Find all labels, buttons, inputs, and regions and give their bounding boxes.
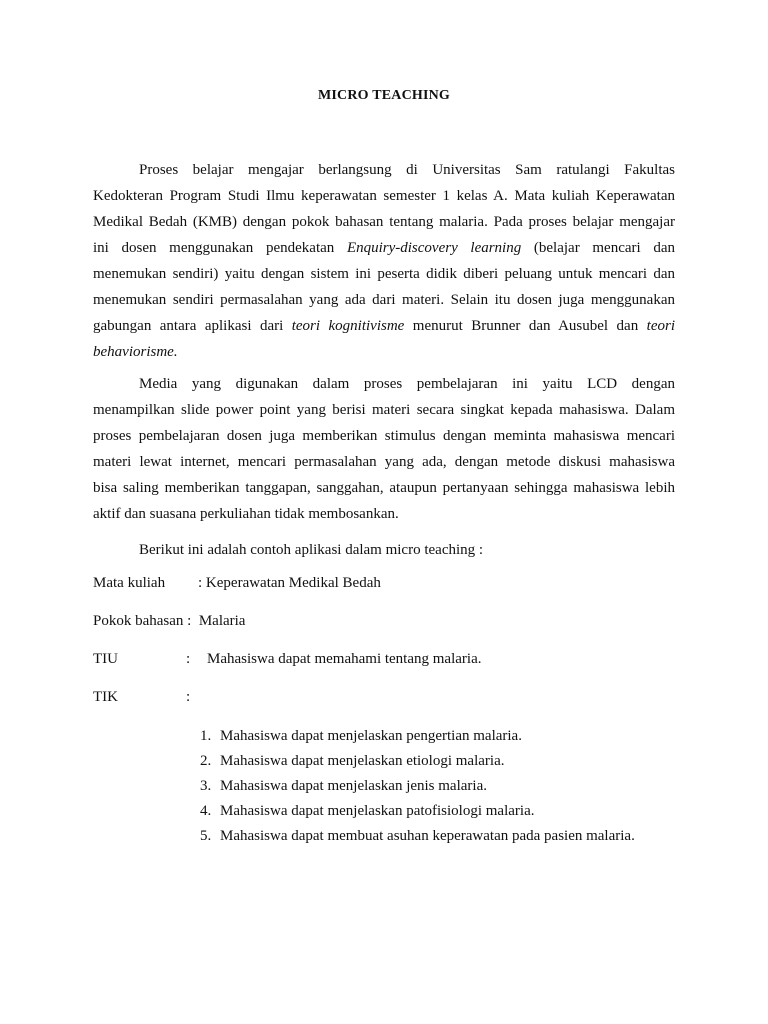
list-item: 1. Mahasiswa dapat menjelaskan pengertian malaria.	[200, 728, 522, 744]
paragraph-line: menemukan sendiri permasalahan yang ada dari materi. Selain itu dosen juga menggunakan	[93, 292, 675, 308]
field-separator: :	[198, 575, 206, 591]
field-label: TIU	[93, 651, 118, 667]
field-value: Mahasiswa dapat memahami tentang malaria.	[207, 651, 482, 667]
field-value: Malaria	[198, 613, 246, 629]
paragraph-example-intro	[93, 537, 675, 563]
paragraph-line: aktif dan suasana perkuliahan tidak membosankan.	[93, 506, 399, 522]
paragraph-line: proses pembelajaran dosen juga memberikan stimulus dengan meminta mahasiswa mencari	[93, 428, 675, 444]
field-separator: :	[186, 651, 191, 667]
paragraph-intro	[93, 157, 675, 365]
field-mata-kuliah	[93, 573, 381, 593]
field-label: Pokok bahasan	[93, 613, 184, 629]
list-item: 4. Mahasiswa dapat menjelaskan patofisiologi malaria.	[200, 803, 535, 819]
paragraph-media	[93, 371, 675, 527]
emphasis-term: teori kognitivisme	[291, 318, 405, 334]
emphasis-term: teori	[646, 318, 675, 334]
paragraph-line: Kedokteran Program Studi Ilmu keperawatan semester 1 kelas A. Mata kuliah Keperawatan	[93, 188, 675, 204]
paragraph-line: ini dosen menggunakan pendekatan Enquiry-discovery learning (belajar mencari dan	[93, 240, 675, 256]
field-tiu	[93, 649, 481, 669]
field-value: Keperawatan Medikal Bedah	[205, 575, 381, 591]
paragraph-line: bisa saling memberikan tanggapan, sanggahan, ataupun pertanyaan sehingga mahasiswa lebih	[93, 480, 675, 496]
field-label: TIK	[93, 689, 118, 705]
field-pokok-bahasan	[93, 611, 245, 631]
paragraph-line: gabungan antara aplikasi dari teori kognitivisme menurut Brunner dan Ausubel dan teori	[93, 318, 675, 334]
field-separator: :	[183, 613, 199, 629]
paragraph-line	[93, 339, 675, 365]
list-item: 2. Mahasiswa dapat menjelaskan etiologi malaria.	[200, 753, 505, 769]
emphasis-term: Enquiry-discovery learning	[346, 240, 522, 256]
paragraph-line: Proses belajar mengajar berlangsung di Universitas Sam ratulangi Fakultas	[139, 162, 675, 178]
field-separator: :	[186, 689, 191, 705]
list-item: 5. Mahasiswa dapat membuat asuhan keperawatan pada pasien malaria.	[200, 828, 635, 844]
paragraph-line: menampilkan slide power point yang berisi materi secara singkat kepada mahasiswa. Dalam	[93, 402, 675, 418]
paragraph-line: Media yang digunakan dalam proses pembelajaran ini yaitu LCD dengan	[139, 376, 675, 392]
paragraph-line: Medikal Bedah (KMB) dengan pokok bahasan tentang malaria. Pada proses belajar mengajar	[93, 214, 675, 230]
tik-list	[200, 724, 635, 849]
paragraph-line: menemukan sendiri) yaitu dengan sistem ini peserta didik diberi peluang untuk mencari dan	[93, 266, 675, 282]
paragraph-line: materi lewat internet, mencari permasalahan yang ada, dengan metode diskusi mahasiswa	[93, 454, 675, 470]
field-tik	[93, 687, 190, 707]
field-label: Mata kuliah	[93, 575, 166, 591]
paragraph-line: Berikut ini adalah contoh aplikasi dalam micro teaching :	[139, 542, 484, 558]
list-item: 3. Mahasiswa dapat menjelaskan jenis malaria.	[200, 778, 487, 794]
emphasis-term: behaviorisme.	[93, 344, 178, 360]
document-title: MICRO TEACHING	[317, 88, 451, 103]
